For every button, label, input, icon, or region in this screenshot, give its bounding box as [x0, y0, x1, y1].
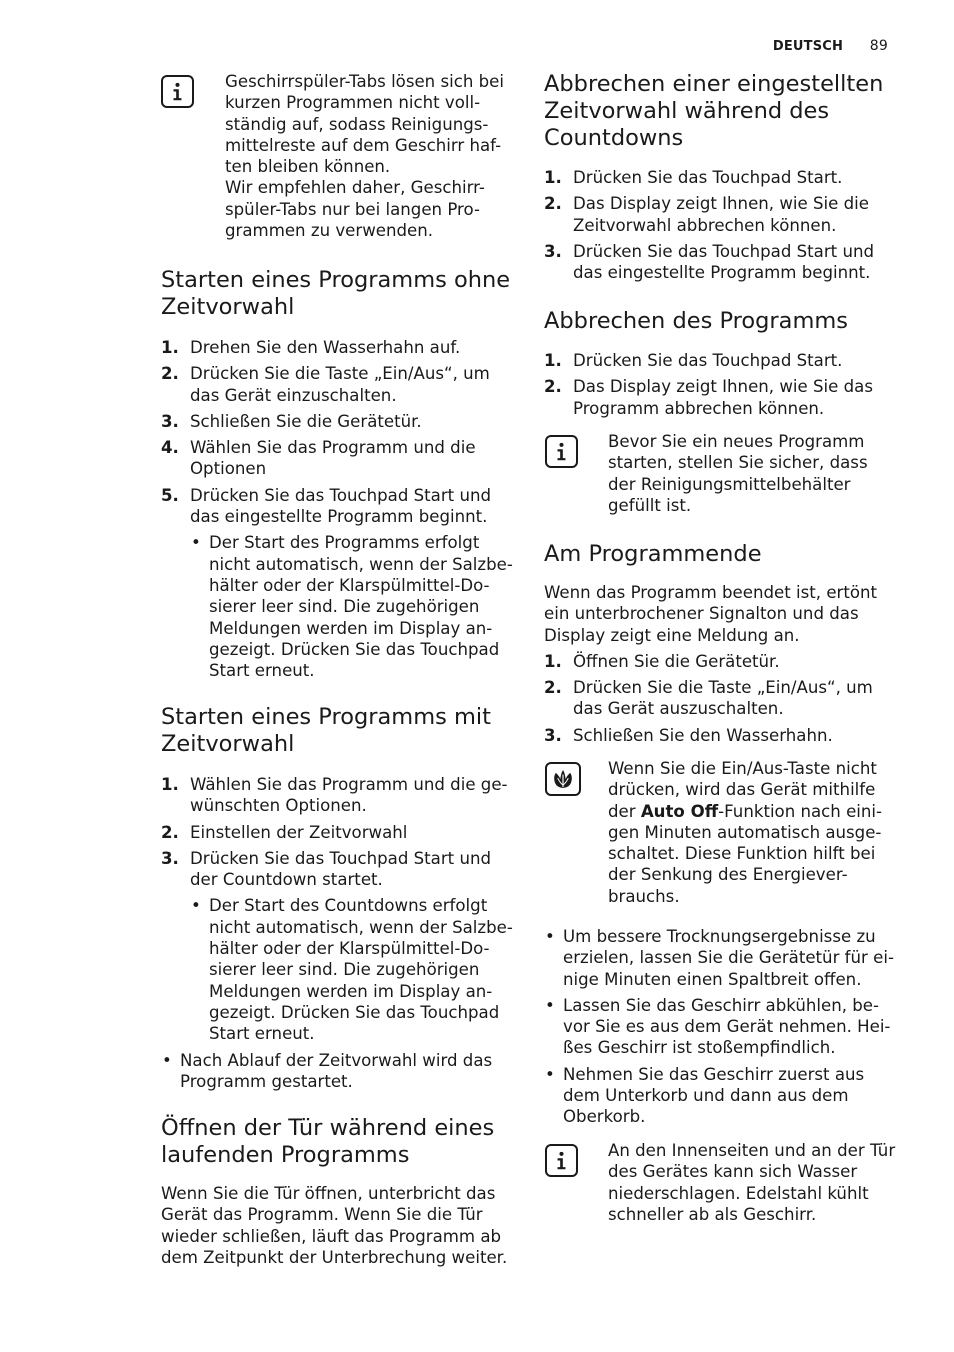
steps-list — [544, 167, 896, 283]
section-body: Wenn das Programm beendet ist, ertönt ein unterbrochener Signalton und das Display zeigt eine Meldung an. — [544, 583, 878, 645]
steps-list — [161, 774, 513, 890]
step-item: 3. Schließen Sie die Gerätetür. — [161, 411, 422, 431]
step-item: 2. Das Display zeigt Ihnen, wie Sie die Zeitvorwahl abbrechen können. — [544, 194, 869, 235]
section-start-with-delay — [161, 704, 513, 1097]
bullet-item: • Der Start des Programms erfolgt nicht automatisch, wenn der Salzbe-hälter oder der Klarspülmittel-Do-sierer leer sind. Die zugehörigen Meldungen werden im Display an-gezeigt. Drücken Sie das Touchpad Start erneut. — [190, 532, 513, 681]
bullet-item: • Nehmen Sie das Geschirr zuerst aus dem Unterkorb und dann aus dem Oberkorb. — [544, 1064, 896, 1128]
section-program-end — [544, 541, 896, 751]
bullet-list — [161, 1050, 513, 1093]
steps-list — [161, 337, 513, 527]
note-auto-off — [608, 758, 898, 907]
auto-off-label: Auto Off — [640, 801, 719, 821]
bullet-item: • Nach Ablauf der Zeitvorwahl wird das Programm gestartet. — [161, 1050, 513, 1093]
tips-list-container — [544, 926, 896, 1133]
step-item: 2. Drücken Sie die Taste „Ein/Aus“, um das Gerät einzuschalten. — [161, 364, 490, 405]
step-item: 3. Drücken Sie das Touchpad Start und das eingestellte Programm beginnt. — [544, 241, 875, 283]
steps-list — [544, 350, 896, 419]
note-tabs — [225, 71, 515, 241]
section-title: Abbrechen des Programms — [544, 308, 849, 334]
step-item: 4. Wählen Sie das Programm und die Optionen — [161, 438, 476, 479]
step-item: 2. Einstellen der Zeitvorwahl — [161, 822, 408, 842]
step-item: 1. Drehen Sie den Wasserhahn auf. — [161, 338, 461, 357]
step-item: 3. Drücken Sie das Touchpad Start und der Countdown startet. — [161, 848, 492, 890]
note-text: Bevor Sie ein neues Programm starten, stellen Sie sicher, dass der Reinigungsmittelbehälter gefüllt ist. — [608, 432, 868, 515]
section-title: Abbrechen einer eingestellten Zeitvorwahl während des Countdowns — [544, 71, 884, 151]
section-title: Starten eines Programms ohne Zeitvorwahl — [161, 267, 511, 320]
page-header — [773, 38, 888, 54]
section-cancel-delay — [544, 71, 896, 288]
section-open-door — [161, 1115, 513, 1268]
note-text: Geschirrspüler-Tabs lösen sich bei kurzen Programmen nicht voll-ständig auf, sodass Reinigungs-mittelreste auf dem Geschirr haf-ten bleiben können. — [225, 72, 504, 177]
bullet-item: • Lassen Sie das Geschirr abkühlen, be-vor Sie es aus dem Gerät nehmen. Hei-ßes Geschirr ist stoßempfindlich. — [544, 995, 896, 1059]
step-item: 5. Drücken Sie das Touchpad Start und das eingestellte Programm beginnt. — [161, 485, 492, 527]
bullet-item: • Um bessere Trocknungsergebnisse zu erzielen, lassen Sie die Gerätetür für ei-nige Minuten einen Spaltbreit offen. — [544, 926, 896, 990]
info-icon — [161, 75, 194, 108]
page-number: 89 — [869, 38, 888, 54]
step-item: 1. Drücken Sie das Touchpad Start. — [544, 168, 843, 187]
bullet-list — [190, 532, 513, 681]
section-title: Öffnen der Tür während eines laufenden Programms — [161, 1115, 495, 1168]
bullet-list — [544, 926, 896, 1128]
step-item: 2. Drücken Sie die Taste „Ein/Aus“, um das Gerät auszuschalten. — [544, 678, 873, 719]
note-text: Wenn Sie die Ein/Aus-Taste nicht drücken, wird das Gerät mithilfe der Auto Off-Funktion nach eini-gen Minuten automatisch ausge-schaltet. Diese Funktion hilft bei der Senkung des Energiever-brauchs. — [608, 759, 883, 906]
section-start-without-delay — [161, 267, 513, 686]
step-item: 3. Schließen Sie den Wasserhahn. — [544, 725, 833, 745]
note-detergent — [608, 431, 898, 516]
step-item: 1. Drücken Sie das Touchpad Start. — [544, 351, 843, 370]
bullet-item: • Der Start des Countdowns erfolgt nicht automatisch, wenn der Salzbe-hälter oder der Klarspülmittel-Do-sierer leer sind. Die zugehörigen Meldungen werden im Display an-gezeigt. Drücken Sie das Touchpad Start erneut. — [190, 895, 513, 1044]
section-title: Am Programmende — [544, 541, 762, 567]
note-condensation — [608, 1140, 898, 1225]
bullet-list — [190, 895, 513, 1044]
section-body: Wenn Sie die Tür öffnen, unterbricht das Gerät das Programm. Wenn Sie die Tür wieder schließen, läuft das Programm ab dem Zeitpunkt der Unterbrechung weiter. — [161, 1184, 508, 1267]
section-title: Starten eines Programms mit Zeitvorwahl — [161, 704, 492, 757]
note-text-2: Wir empfehlen daher, Geschirr-spüler-Tabs nur bei langen Pro-grammen zu verwenden. — [225, 178, 485, 241]
steps-list — [544, 651, 896, 746]
eco-leaf-icon — [545, 762, 581, 796]
step-item: 1. Wählen Sie das Programm und die ge-wünschten Optionen. — [161, 775, 508, 816]
step-item: 1. Öffnen Sie die Gerätetür. — [544, 651, 780, 671]
step-item: 2. Das Display zeigt Ihnen, wie Sie das Programm abbrechen können. — [544, 377, 873, 418]
section-cancel-program — [544, 308, 896, 424]
note-text: An den Innenseiten und an der Tür des Gerätes kann sich Wasser niederschlagen. Edelstahl kühlt schneller ab als Geschirr. — [608, 1141, 896, 1224]
language-label: DEUTSCH — [772, 39, 844, 54]
info-icon — [545, 1144, 578, 1177]
info-icon — [545, 435, 578, 468]
